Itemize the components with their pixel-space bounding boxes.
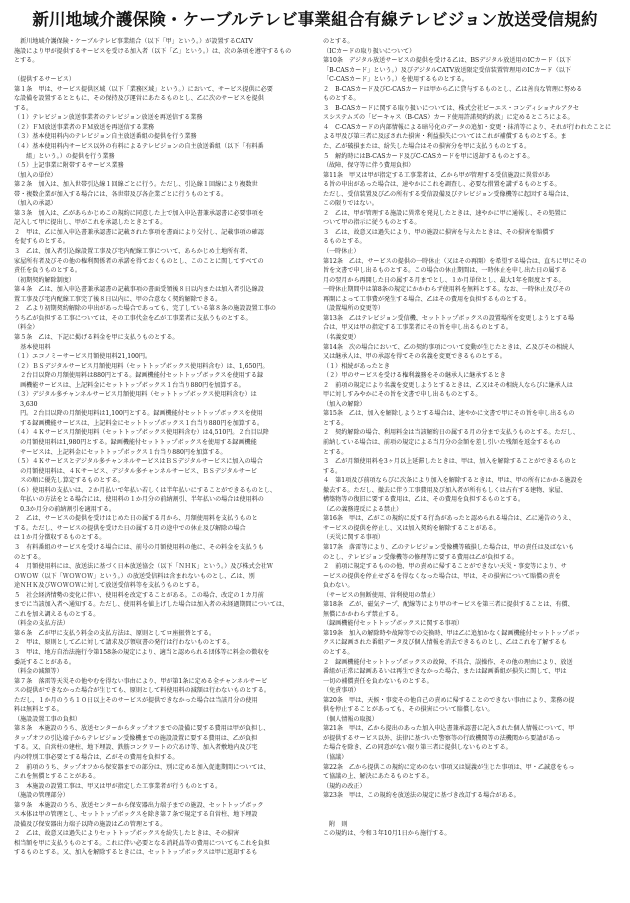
article-text-line: 第８条 本施設のうち、放送センターからタップオフまでの設備に要する費用は甲が負担し、 [14, 725, 270, 733]
body-text-line: ２ 前項の規定により名義を変更しようとするときは、乙又はその相続人ならびに継承人は [323, 381, 573, 389]
body-text-line: ＯＷＯＷ（以下「ＷＯＷＯＷ」という。）の放送受信料は含まれないものとし、乙は、別 [14, 572, 255, 580]
body-text-line: する。 [323, 467, 342, 475]
body-text-line: （１）相続があったとき [323, 362, 390, 370]
section-heading: （個人情報の取扱） [323, 715, 378, 723]
body-text-line: ３ 乙は、加入者引込線設置工事及び宅内配線工事について、あらかじめ土地所有者、 [14, 248, 252, 256]
section-heading: （料金） [14, 324, 39, 332]
body-text-line: 料は無料とする。 [14, 706, 63, 714]
article-text-line: 第５条 乙は、下記に掲げる料金を甲に支払うものとする。 [14, 333, 179, 341]
body-text-line: ２ 乙は、サービスの提供を受けはじめた日の属する月から、月額使用料を支払うものと [14, 515, 258, 523]
article-text-line: 第11条 甲又は甲が指定する工事業者は、乙から甲が管理する受信施設に異常があ [323, 171, 551, 179]
body-text-line: する。 [14, 104, 33, 112]
body-text-line: スシステムズの「ビーキャス（B-CAS）カード使用許諾契約約款」に定めるところによる。 [323, 114, 574, 122]
body-text-line: する録画機能サービスは、上記料金にセットトップボックス１台当り880円を加算する。 [14, 419, 264, 427]
article-text-line: 第３条 加入は、乙があらかじめこの規約に同意した上で加入申込書兼承認書に必要事項を [14, 209, 264, 217]
body-text-line: 番組が正常に録画あるいは再生できなかった場合、または録画番組が損失に関して、甲は [323, 668, 567, 676]
body-text-line: るものとする。 [323, 238, 366, 246]
body-text-line: 一切の補償責任を負わないものとする。 [323, 677, 433, 685]
article-text-line: 第21条 甲は、乙から提出のあった加入申込書兼承認書に記入された個人情報について、甲 [323, 725, 575, 733]
body-text-line: 新川地域介護保険・ケーブルテレビ事業組合（以下「甲」という。）が設置するCATV [14, 38, 253, 45]
body-text-line: 委託することがある。 [14, 658, 75, 666]
section-heading: （規約の改正） [323, 782, 366, 790]
body-text-line: 記入して甲に提出し、甲がこれを承認したときとする。 [14, 219, 167, 227]
body-text-line: サービスは、上記料金にセットトップボックス１台当り880円を加算する。 [14, 448, 227, 456]
body-text-line: ３ 甲は、地方自治法施行令第158条の規定により、適当と認められる団体等に料金の徴収を [14, 649, 270, 656]
body-text-line: 施設により甲が提供するサービスを受ける加入者（以下「乙」という。）は、次の条項を遵守するもの [14, 47, 292, 55]
body-text-line: この限りではない。 [323, 200, 378, 208]
body-text-line: ３ 有料番組のサービスを受ける場合には、前号の月額使用料の他に、その料金を支払うも [14, 543, 264, 551]
body-text-line: 又は継承人は、甲の承認を得てその名義を変更できるものとする。 [323, 353, 506, 361]
body-text-line: ３ B-CASカードに関する取り扱いについては、株式会社ビーエス・コンディショナルアクセ [323, 104, 580, 112]
article-text-line: 第18条 乙が、磁気テープ、配線等により甲のサービスを第三者に提供することは、有償、 [323, 601, 574, 609]
body-text-line: のとする。 [14, 553, 45, 561]
body-text-line: ついて甲の指示に従うものとする。 [323, 219, 421, 227]
body-text-line: 置工事及び宅内配線工事完了後８日以内に、甲の合意なく契約解除できる。 [14, 295, 222, 303]
body-text-line: （３）基本使用料内のテレビジョン自主放送番組の提供を行う業務 [14, 133, 197, 141]
body-text-line: ２ 乙は、故意又は過失によりセットトップボックスを紛失したときは、その損害 [14, 830, 240, 838]
body-text-line: ただし、１か月のうち１０日以上そのサービスが提供できなかった場合は当該月分の使用 [14, 696, 258, 704]
body-text-line: クスに録画された番組データ及び個人情報を消去できるものとし、乙はこれを了解するも [323, 639, 567, 647]
body-text-line: ４ 月額使用料には、放送法に基づく日本放送協会（以下「ＮＨＫ」という。）及び株式会社Ｗ [14, 563, 273, 571]
body-text-line: （４）４Ｋサービス月額使用料（セットトップボックス使用料含む）は4,510円。２台目以降 [14, 429, 269, 437]
body-text-line: ２ 前項に規定するものの他、甲の責めに帰することができない天災・事変等により、サ [323, 563, 567, 571]
body-text-line: る旨の申出があった場合は、速やかにこれを調査し、必要な措置を講ずるものとする。 [323, 181, 561, 189]
body-text-line: 附 則 [323, 820, 348, 828]
body-text-line: うち乙が負担する工事については、その工事代金を乙が工事業者に支払うものとする。 [14, 314, 252, 322]
body-text-line: た場合を除き、乙の同意がない限り第三者に提供しないものとする。 [323, 744, 512, 752]
body-text-line: 円。２台目以降の月額使用料は1,100円とする。録画機能付セットトップボックスを使用 [14, 410, 263, 418]
body-text-line: ２台目以降の月額使用料は880円とする。録画機能付セットトップボックスを使用する録 [14, 372, 264, 380]
body-text-line: 月の翌月から再開した日の属する月までとし、１か月単位とし、最大1年を限度とする。 [323, 276, 565, 284]
article-text-line: 第７条 落雷等天災その他やむを得ない事由により、甲が第1条に定める全チャンネルサービ [14, 677, 268, 685]
body-text-line: は１か月分徴収するものとする。 [14, 534, 106, 542]
section-heading: （提供するサービス） [14, 76, 75, 84]
article-text-line: 第14条 次の場合において、乙の契約事項について変動が生じたときは、乙及びその相続人 [323, 343, 575, 351]
body-text-line: 供を停止することがあっても、その損害について賠償しない。 [323, 706, 494, 714]
body-text-line: ３ 本施設の設置工事は、甲又は甲が指定した工事業者が行うものとする。 [14, 782, 222, 790]
article-text-line: 第１条 甲は、サービス提供区域（以下「業務区域」という。）において、サービス提供に必要 [14, 85, 273, 93]
section-heading: （施設の管理部分） [14, 792, 69, 800]
body-text-line: とする。 [323, 419, 348, 427]
body-text-line: 一時休止期間中は第8条の規定にかかわらず使用料を無料とする。なお、一時休止及びその [323, 286, 571, 294]
article-text-line: 第16条 甲は、乙がこの規約に反する行為があったと認められる場合は、乙に通告のうえ、 [323, 515, 575, 523]
article-text-line: 第12条 乙は、サービスの提供の一時休止（又はその再開）を希望する場合は、直ちに甲にその [323, 257, 587, 265]
section-heading: （料金の支払方法） [14, 620, 69, 628]
body-text-line: な設備を設置するとともに、その保持及び運営にあたるものとし、乙に次のサービスを提供 [14, 95, 264, 103]
body-text-line: （２）ＦＭ放送事業者のＦＭ放送を再送信する業務 [14, 123, 155, 131]
section-heading: （初期契約解除制度） [14, 276, 75, 284]
body-text-line: （４）基本使用料内サービス以外の有料によるテレビジョンの自主放送番組（以下「有料番 [14, 143, 264, 151]
body-text-line: の月額使用料は1,980円とする。録画機能付セットトップボックスを使用する録画機能 [14, 438, 257, 446]
body-text-line: 前納している場合は、前項の規定による当月分の金額を差し引いた残額を返金するもの [323, 438, 561, 446]
body-text-line: 内の特別工事必要とする場合は、乙がその費用を負担する。 [14, 754, 179, 762]
body-text-line: ４ 第1項及び前項ならびに次条により加入を解除するときは、甲は、甲の所有にかかる施設を [323, 477, 583, 485]
article-text-line: 第17条 落雷等により、乙のテレビジョン受像機等破損した場合は、甲の責任は及ばないも [323, 543, 575, 551]
body-text-line: ービスの提供を停止せざるを得なくなった場合は、甲は、その損害について賠償の責を [323, 572, 561, 580]
blank-line [323, 801, 619, 811]
body-text-line: ５ 社会経済情勢の変化に伴い、使用料を改定することがある。この場合、改定の１カ月前 [14, 591, 264, 599]
body-text-line: ２ B-CASカード及びC-CASカードは甲から乙に貸与するものとし、乙は善良な管理に努める [323, 85, 583, 93]
body-text-line: ものとする。 [323, 95, 360, 103]
body-text-line: （１）テレビジョン放送事業者のテレビジョン放送を再送信する業務 [14, 114, 203, 122]
body-text-line: 旨を文書で申し出るものとする。この場合の休止期間は、一時休止を申し出た日の属する [323, 267, 567, 275]
body-text-line: するものとする。又、加入を解除するときには、セットトップボックスは甲に返却するも [14, 849, 258, 857]
body-text-line: ただし、受信装置及び乙の所有する受信設備及びテレビジョン受像機等に起因する場合は、 [323, 190, 573, 198]
section-heading: （名義変更） [323, 333, 360, 341]
article-text-line: 第13条 乙はテレビジョン受信機、セットトップボックスの設置場所を変更しようとする場 [323, 314, 575, 322]
body-text-line: （５）上記事業に附帯するサービス業務 [14, 162, 124, 170]
body-text-line: ２ 甲は、乙に加入申込書兼承認書に記載された事項を書面により交付し、記載事項の確認 [14, 228, 264, 236]
article-text-line: 第６条 乙が甲に支払う料金の支払方法は、原則としてロ座振替とする。 [14, 629, 216, 637]
section-heading: （施設設置工事の負担） [14, 715, 82, 723]
article-text-line: 第19条 加入の解除時や故障等での交換時、甲は乙に追加かなく録画機能付セットトップボッ [323, 629, 581, 637]
section-heading: （サービスの無断使用、営利使用の禁止） [323, 591, 439, 599]
section-heading: （免責事項） [323, 687, 360, 695]
section-heading: （協議） [323, 754, 348, 762]
article-text-line: 第23条 甲は、この規約を放送法の規定に基づき改訂する場合がある。 [323, 792, 520, 800]
body-text-line: これを加え調えるものとする。 [14, 610, 100, 618]
article-text-line: 第２条 加入は、加入世帯引込線１回線ごとに行う。ただし、引込線１回線により複数世 [14, 181, 258, 189]
body-text-line: ３ 乙は、故意又は過失により、甲の施設に損害を与えたときは、その損害を賠償す [323, 228, 555, 236]
article-text-line: 第20条 甲は、天候・事変その他自己の責めに帰することのできない事由により、業務の提 [323, 696, 575, 704]
body-text-line: 「C-CASカード」という。）を使用するものとする。 [323, 76, 468, 84]
body-text-line: する。又、自営柱の建柱、地下埋設、鉄筋コンクリートの穴あけ等、加入者敷地内及び宅 [14, 744, 258, 752]
section-heading: （乙の義務違反による禁止） [323, 505, 403, 513]
body-text-line: 「B-CASカード」という。）及びデジタルCATV放送限定受信装置管理用のICカード（以下 [323, 66, 571, 74]
body-text-line: スの順に優先し算定するものとする。 [14, 477, 124, 485]
body-text-line: とする。 [14, 57, 39, 65]
body-text-line: する。ただし、サービスの提供を受けた日の属する月の途中での休止及び解除の場合 [14, 524, 246, 532]
body-text-line: ３ 乙が月額使用料を3ヶ月以上延滞したときは、甲は、加入を解除することができるものと [323, 458, 577, 466]
body-text-line: ２ 前項のうち、タップオフから保安器までの部分は、別に定める加入促進期間については、 [14, 763, 270, 771]
section-heading: （料金の減額等） [14, 668, 63, 676]
body-text-line: 負わない。 [323, 582, 354, 590]
body-text-line: 甲に対しすみやかにその旨を文書で申し出るものとする。 [323, 391, 482, 399]
body-text-line: ２ 乙は、甲が管理する施設に異常を発見したときは、速やかに甲に通報し、その処置に [323, 209, 567, 217]
body-text-line: よる甲及び第三者に及ぼされた損害・利益損失についてはこれが補償するものとする。ま [323, 133, 567, 141]
section-heading: （一時休止） [323, 248, 360, 256]
body-text-line: 組」という。）の提供を行う業務 [14, 152, 115, 160]
body-text-line: 途ＮＨＫ及びＷＯＷＯＷに対して放送受信料等を支払うものとする。 [14, 582, 203, 590]
section-heading: （加入の承認） [14, 200, 57, 208]
section-heading: （設置場所の変更等） [323, 305, 384, 313]
body-text-line: のとし、テレビジョン受像機等の修理等に要する費用は乙が負担する。 [323, 553, 518, 561]
article-text-line: 第15条 乙は、加入を解除しようとする場合は、速やかに文書で甲にその旨を申し出るもの [323, 410, 575, 418]
body-text-line: 撤去する。ただし、撤去に伴う工事費用及び加入者が所有もしくは占有する建物、家屋、 [323, 486, 567, 494]
section-heading: （故障、保守等に伴う費用負担） [323, 162, 415, 170]
left-column [14, 37, 310, 897]
blank-line [323, 810, 619, 820]
section-heading: （加入の解除） [323, 400, 366, 408]
body-text-line: ２ 乙より初期契約解除の申出があった場合であっても、完了している第８条の施設設置工事の [14, 305, 276, 313]
body-text-line: タップオフの引込端子からテレビジョン受像機までの施設設置に要する費用は、乙が負担 [14, 734, 258, 742]
body-text-line: 設備及び保安器出力端子以降の施設は乙の管理とする。 [14, 820, 167, 828]
body-text-line: を促すものとする。 [14, 238, 69, 246]
body-text-line: 再開によって工事費が発生する場合、乙はその費用を負担するものとする。 [323, 295, 531, 303]
body-text-line: 年払いの方法をとる場合には、使用料の１か月分の前納割引、半年払いの場合は使用料の [14, 496, 264, 504]
body-text-line: 合は、甲又は甲の指定する工事業者にその旨を申し出るものとする。 [323, 324, 512, 332]
body-text-line: が提供するサービス以外、法律に基づいた警察等の行政機関等の法機関から要請があっ [323, 734, 561, 742]
body-text-line: ２ 甲は、原則として乙に対して請求及び領収書の発行は行わないものとする。 [14, 639, 234, 647]
right-column [323, 37, 619, 897]
body-text-line: 画機能サービスは、上記料金にセットトップボックス１台当り880円を加算する。 [14, 381, 245, 389]
body-text-line: 基本使用料 [14, 343, 51, 351]
body-text-line: て協議の上、解決にあたるものとする。 [323, 773, 433, 781]
body-text-line: （２）甲のサービスを受ける権利義務をその継承人に継承するとき [323, 372, 506, 380]
section-heading: （加入の単位） [14, 171, 57, 179]
body-text-line: 相当額を甲に支払うものとする。これに伴い必要となる消耗品等の費用についてもこれを負担 [14, 839, 270, 847]
section-heading: （録画機能付セットトップボックスに関する事項） [323, 620, 463, 628]
body-text-line: 無償にかかわらず禁止する。 [323, 610, 403, 618]
body-text-line: （１）エコノミーサービス月額使用料21,100円。 [14, 353, 152, 361]
body-text-line: 責任を負うものとする。 [14, 267, 82, 275]
body-text-line: 構築物等の復旧に要する費用は、乙は、その費用を負担するものとする。 [323, 496, 525, 504]
body-text-line: ２ 録画機能付セットトップボックスの故障、不具合、誤操作、その他の理由により、放送 [323, 658, 573, 666]
body-text-line: 家屋所有者及びその他の権利関係者の承諾を得ておくものとし、このことに関してすべての [14, 257, 264, 265]
body-text-line: までに当該加入者へ通知する。ただし、使用料を値上げした場合は加入者の未経過期間については、 [14, 601, 289, 609]
body-text-line: とする。 [323, 448, 348, 456]
body-text-line: （６）使用料の支払いは、２か月払いで年払い若しくは半年払いにすることができるものとし、 [14, 486, 277, 494]
body-text-line: （２）ＢＳデジタルサービス月額使用料（セットトップボックス使用料含む）は、1,650円。 [14, 362, 269, 370]
section-heading: （ICカードの取り扱いについて） [323, 47, 416, 55]
body-text-line: （３）デジタル多チャンネルサービス月額使用料（セットトップボックス使用料含む）は [14, 391, 257, 399]
body-text-line: この規約は、令和３年10月1日から施行する。 [323, 830, 451, 838]
body-text-line: 0.3か月分の前納割引を適用する。 [14, 505, 116, 513]
body-text-line: ５ 解約時にはB-CASカード及びC-CASカードを甲に返却するものとする。 [323, 152, 534, 160]
body-text-line: （５）４Ｋサービスとデジタル多チャンネルサービスはＢＳデジタルサービスに加入の場合 [14, 458, 263, 466]
article-text-line: 第22条 乙から提供この規約に定めのない事項又は疑義が生じた事項は、甲・乙誠意をもっ [323, 763, 575, 771]
body-text-line: の月額使用料は、４Ｋサービス、デジタル多チャンネルサービス、ＢＳデジタルサービ [14, 467, 258, 475]
body-text-line: 帯・複数企業が加入する場合には、各世帯及び各企業ごとに行うものとする。 [14, 190, 228, 198]
article-text-line: 第４条 乙は、加入申込書兼承認書の記載事項の書面受領後８日以内または加入者引込線設 [14, 286, 264, 294]
body-text-line: これを無償とすることがある。 [14, 773, 100, 781]
body-text-line: のとする。 [323, 38, 354, 45]
body-text-line: のとする。 [323, 649, 354, 656]
page-title: 新川地域介護保険・ケーブルテレビ事業組合有線テレビジョン放送受信規約 [32, 10, 598, 29]
body-text-line: サービスの提供を停止し、又は加入契約を解除することがある。 [323, 524, 500, 532]
body-text-line: スの提供ができなかった場合が生じても、原則として料使用料の減額は行わないものとする。 [14, 687, 270, 695]
section-heading: （天災に関する事項） [323, 534, 384, 542]
body-text-line: た、乙が破損または、紛失した場合はその損害分を甲に支払うものとする。 [323, 143, 531, 151]
article-text-line: 第10条 デジタル放送サービスの提供を受ける乙は、BSデジタル放送用のICカード（以下 [323, 57, 572, 65]
body-text-line: ス本体は甲の管理とし、セットトップボックスを除き第７条で規定する自営柱、地下埋設 [14, 811, 258, 819]
body-text-line: ４ C-CASカードの内部情報による暗号化のデータの追加・変更・抹消等により、それが行われたことに [323, 123, 612, 131]
body-text-line: 3,630 [14, 400, 38, 408]
blank-line [14, 66, 310, 76]
body-text-line: ２ 契約解除の場合、利用料金は当該解約日の属する月の分まで支払うものとする。ただし、 [323, 429, 579, 437]
article-text-line: 第９条 本施設のうち、放送センターから保安器出力端子までの施設、セットトップボック [14, 801, 264, 809]
